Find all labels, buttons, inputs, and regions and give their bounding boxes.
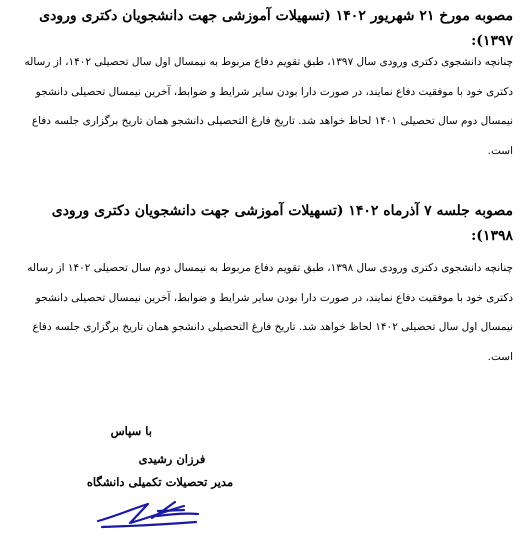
signer-title: مدیر تحصیلات تکمیلی دانشگاه <box>86 475 234 489</box>
resolution-heading-1398: مصوبه جلسه ۷ آذرماه ۱۴۰۲ (تسهیلات آموزشی جهت دانشجویان دکتری ورودی ۱۳۹۸): <box>51 203 513 244</box>
resolution-paragraph-1398: چنانچه دانشجوی دکتری ورودی سال ۱۳۹۸، طبق تقویم دفاع مربوط به نیمسال دوم سال تحصیلی ۱۴۰۲ از رساله دکتری خود با موفقیت دفاع نمایند، در صورت دارا بودن سایر شرایط و ضوابط، آخرین نیمسال تحصیلی دانشجو نیمسال اول سال تحصیلی ۱۴۰۲ لحاظ خواهد شد. تاریخ فارغ التحصیلی دانشجو همان تاریخ برگزاری جلسه دفاع است. <box>27 262 513 363</box>
resolution-heading-1397: مصوبه مورخ ۲۱ شهریور ۱۴۰۲ (تسهیلات آموزشی جهت دانشجویان دکتری ورودی ۱۳۹۷): <box>39 8 513 49</box>
resolution-paragraph-1397: چنانچه دانشجوی دکتری ورودی سال ۱۳۹۷، طبق تقویم دفاع مربوط به نیمسال اول سال تحصیلی ۱۴۰۲، از رساله دکتری خود با موفقیت دفاع نمایند، در صورت دارا بودن سایر شرایط و ضوابط، آخرین نیمسال تحصیلی دانشجو نیمسال دوم سال تحصیلی ۱۴۰۱ لحاظ خواهد شد. تاریخ فارغ التحصیلی دانشجو همان تاریخ برگزاری جلسه دفاع است. <box>24 56 513 157</box>
handwritten-signature <box>92 494 202 530</box>
closing-text: با سپاس <box>110 424 152 438</box>
signer-name: فرزان رشیدی <box>138 452 206 466</box>
